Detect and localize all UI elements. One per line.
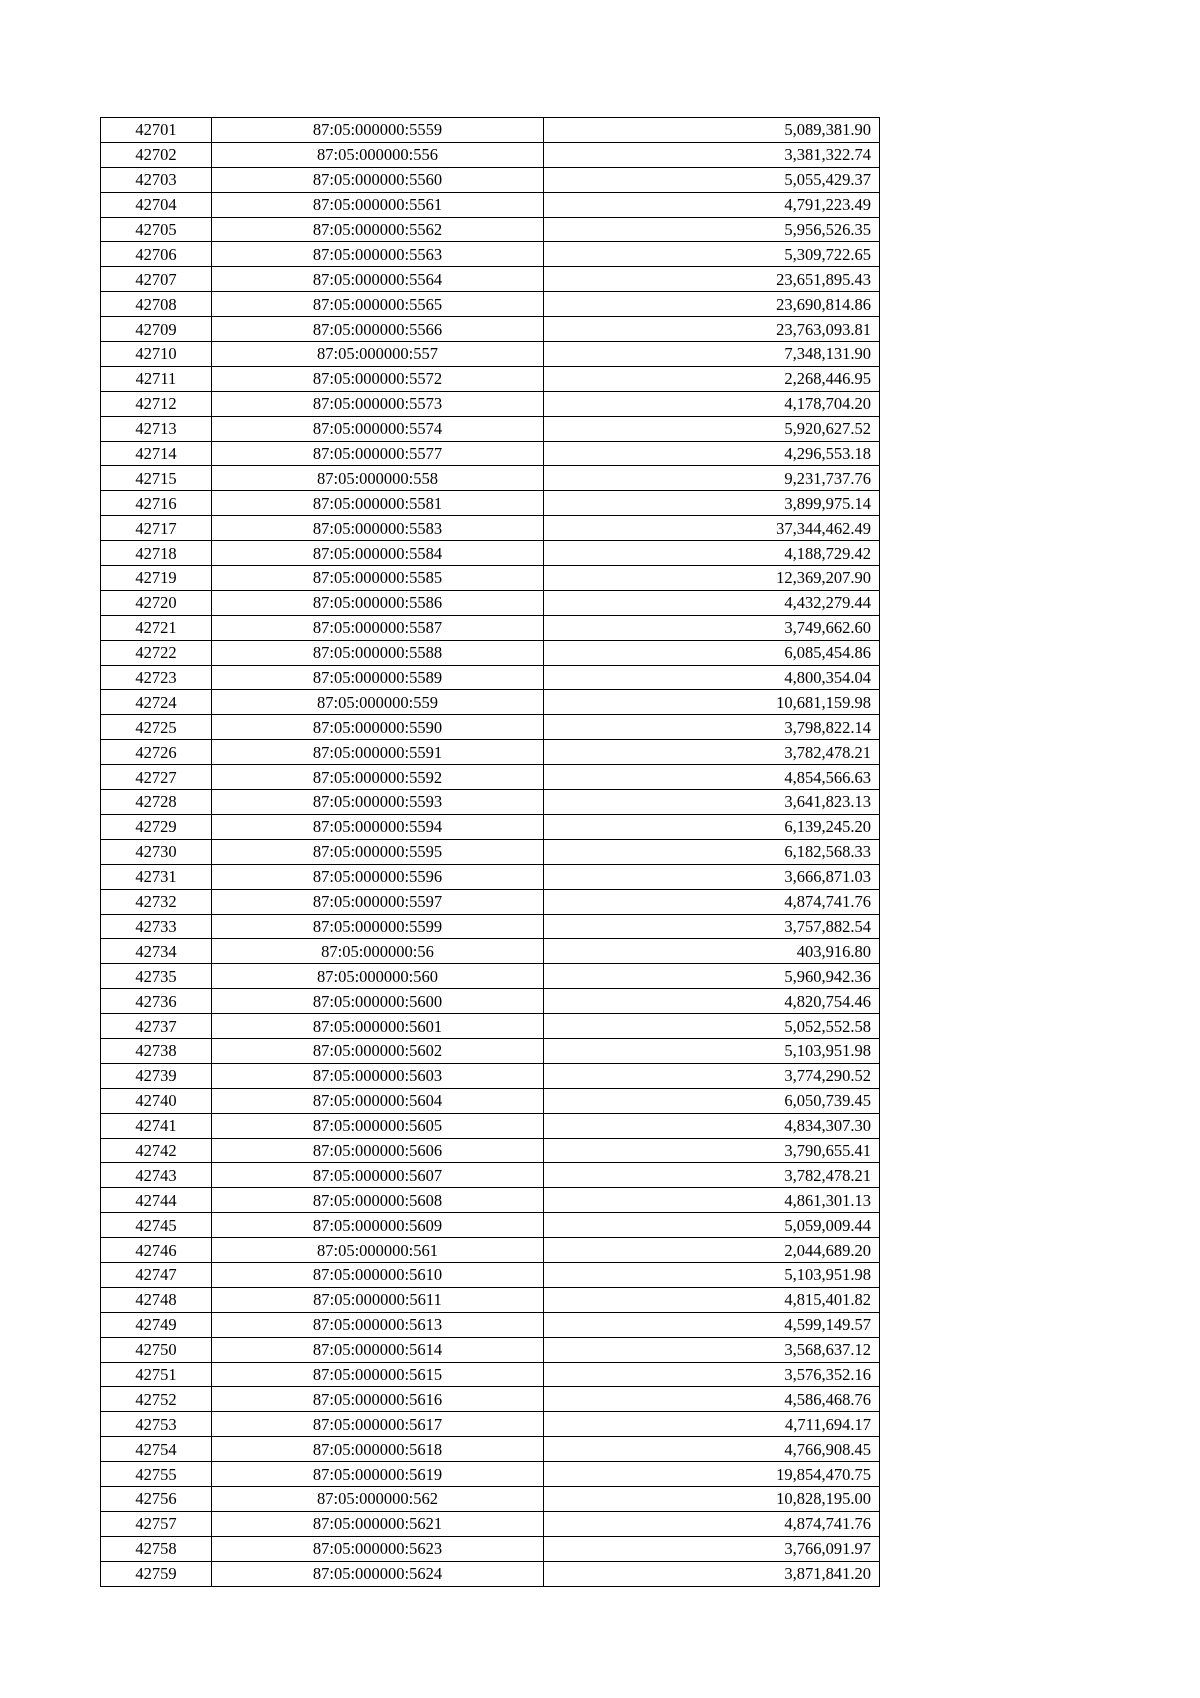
cadastral-number-cell: 87:05:000000:5581 <box>212 491 544 516</box>
table-row <box>101 491 880 516</box>
row-number-cell: 42726 <box>101 740 212 765</box>
row-number-cell: 42743 <box>101 1163 212 1188</box>
row-number-cell: 42733 <box>101 914 212 939</box>
value-cell: 37,344,462.49 <box>544 516 880 541</box>
value-cell: 5,103,951.98 <box>544 1262 880 1287</box>
value-cell: 3,782,478.21 <box>544 740 880 765</box>
value-cell: 3,757,882.54 <box>544 914 880 939</box>
table-row <box>101 740 880 765</box>
value-cell: 403,916.80 <box>544 939 880 964</box>
row-number-cell: 42701 <box>101 118 212 143</box>
cadastral-number-cell: 87:05:000000:556 <box>212 142 544 167</box>
value-cell: 4,586,468.76 <box>544 1387 880 1412</box>
cadastral-number-cell: 87:05:000000:5621 <box>212 1511 544 1536</box>
table-row <box>101 790 880 815</box>
row-number-cell: 42702 <box>101 142 212 167</box>
table-row <box>101 864 880 889</box>
table-row <box>101 939 880 964</box>
cadastral-number-cell: 87:05:000000:5593 <box>212 790 544 815</box>
value-cell: 10,828,195.00 <box>544 1486 880 1511</box>
row-number-cell: 42744 <box>101 1188 212 1213</box>
row-number-cell: 42706 <box>101 242 212 267</box>
cadastral-value-table <box>100 117 880 1587</box>
row-number-cell: 42735 <box>101 964 212 989</box>
table-body <box>101 118 880 1587</box>
table-row <box>101 516 880 541</box>
row-number-cell: 42748 <box>101 1287 212 1312</box>
cadastral-number-cell: 87:05:000000:5574 <box>212 416 544 441</box>
cadastral-number-cell: 87:05:000000:5599 <box>212 914 544 939</box>
cadastral-number-cell: 87:05:000000:5589 <box>212 665 544 690</box>
value-cell: 4,178,704.20 <box>544 391 880 416</box>
value-cell: 6,139,245.20 <box>544 814 880 839</box>
row-number-cell: 42749 <box>101 1312 212 1337</box>
table-row <box>101 242 880 267</box>
table-row <box>101 590 880 615</box>
row-number-cell: 42721 <box>101 615 212 640</box>
value-cell: 4,874,741.76 <box>544 889 880 914</box>
cadastral-number-cell: 87:05:000000:562 <box>212 1486 544 1511</box>
cadastral-number-cell: 87:05:000000:5601 <box>212 1014 544 1039</box>
cadastral-number-cell: 87:05:000000:5607 <box>212 1163 544 1188</box>
cadastral-number-cell: 87:05:000000:5594 <box>212 814 544 839</box>
row-number-cell: 42724 <box>101 690 212 715</box>
value-cell: 4,834,307.30 <box>544 1113 880 1138</box>
cadastral-number-cell: 87:05:000000:5566 <box>212 317 544 342</box>
row-number-cell: 42716 <box>101 491 212 516</box>
value-cell: 5,089,381.90 <box>544 118 880 143</box>
row-number-cell: 42757 <box>101 1511 212 1536</box>
row-number-cell: 42713 <box>101 416 212 441</box>
table-row <box>101 1063 880 1088</box>
cadastral-number-cell: 87:05:000000:5588 <box>212 640 544 665</box>
cadastral-number-cell: 87:05:000000:5590 <box>212 715 544 740</box>
cadastral-number-cell: 87:05:000000:5608 <box>212 1188 544 1213</box>
cadastral-number-cell: 87:05:000000:5583 <box>212 516 544 541</box>
cadastral-number-cell: 87:05:000000:5604 <box>212 1088 544 1113</box>
cadastral-number-cell: 87:05:000000:5591 <box>212 740 544 765</box>
value-cell: 3,568,637.12 <box>544 1337 880 1362</box>
table-row <box>101 366 880 391</box>
cadastral-number-cell: 87:05:000000:5564 <box>212 267 544 292</box>
row-number-cell: 42711 <box>101 366 212 391</box>
table-row <box>101 1138 880 1163</box>
cadastral-number-cell: 87:05:000000:5619 <box>212 1462 544 1487</box>
table-row <box>101 391 880 416</box>
table-row <box>101 466 880 491</box>
cadastral-number-cell: 87:05:000000:5560 <box>212 167 544 192</box>
table-row <box>101 715 880 740</box>
table-row <box>101 765 880 790</box>
value-cell: 3,749,662.60 <box>544 615 880 640</box>
table-row <box>101 267 880 292</box>
table-row <box>101 914 880 939</box>
table-row <box>101 142 880 167</box>
row-number-cell: 42729 <box>101 814 212 839</box>
value-cell: 23,651,895.43 <box>544 267 880 292</box>
table-row <box>101 416 880 441</box>
row-number-cell: 42714 <box>101 441 212 466</box>
row-number-cell: 42758 <box>101 1536 212 1561</box>
table-row <box>101 1238 880 1263</box>
row-number-cell: 42752 <box>101 1387 212 1412</box>
cadastral-number-cell: 87:05:000000:5610 <box>212 1262 544 1287</box>
value-cell: 6,182,568.33 <box>544 839 880 864</box>
cadastral-number-cell: 87:05:000000:5586 <box>212 590 544 615</box>
row-number-cell: 42710 <box>101 342 212 367</box>
value-cell: 3,899,975.14 <box>544 491 880 516</box>
row-number-cell: 42759 <box>101 1561 212 1586</box>
value-cell: 3,774,290.52 <box>544 1063 880 1088</box>
cadastral-number-cell: 87:05:000000:558 <box>212 466 544 491</box>
table-row <box>101 615 880 640</box>
cadastral-number-cell: 87:05:000000:5600 <box>212 989 544 1014</box>
table-row <box>101 1163 880 1188</box>
row-number-cell: 42731 <box>101 864 212 889</box>
value-cell: 4,874,741.76 <box>544 1511 880 1536</box>
cadastral-number-cell: 87:05:000000:56 <box>212 939 544 964</box>
value-cell: 5,055,429.37 <box>544 167 880 192</box>
value-cell: 4,432,279.44 <box>544 590 880 615</box>
row-number-cell: 42719 <box>101 566 212 591</box>
cadastral-number-cell: 87:05:000000:5596 <box>212 864 544 889</box>
table-row <box>101 1412 880 1437</box>
cadastral-number-cell: 87:05:000000:5592 <box>212 765 544 790</box>
row-number-cell: 42739 <box>101 1063 212 1088</box>
row-number-cell: 42732 <box>101 889 212 914</box>
value-cell: 4,861,301.13 <box>544 1188 880 1213</box>
value-cell: 4,815,401.82 <box>544 1287 880 1312</box>
value-cell: 3,782,478.21 <box>544 1163 880 1188</box>
cadastral-number-cell: 87:05:000000:5561 <box>212 192 544 217</box>
cadastral-number-cell: 87:05:000000:559 <box>212 690 544 715</box>
row-number-cell: 42723 <box>101 665 212 690</box>
value-cell: 5,960,942.36 <box>544 964 880 989</box>
cadastral-number-cell: 87:05:000000:5615 <box>212 1362 544 1387</box>
value-cell: 4,711,694.17 <box>544 1412 880 1437</box>
cadastral-number-cell: 87:05:000000:5559 <box>212 118 544 143</box>
value-cell: 4,599,149.57 <box>544 1312 880 1337</box>
table-row <box>101 1511 880 1536</box>
cadastral-number-cell: 87:05:000000:5562 <box>212 217 544 242</box>
value-cell: 5,956,526.35 <box>544 217 880 242</box>
table-row <box>101 292 880 317</box>
table-row <box>101 1213 880 1238</box>
row-number-cell: 42754 <box>101 1437 212 1462</box>
row-number-cell: 42709 <box>101 317 212 342</box>
cadastral-number-cell: 87:05:000000:5587 <box>212 615 544 640</box>
row-number-cell: 42742 <box>101 1138 212 1163</box>
row-number-cell: 42705 <box>101 217 212 242</box>
row-number-cell: 42746 <box>101 1238 212 1263</box>
table-row <box>101 541 880 566</box>
value-cell: 4,820,754.46 <box>544 989 880 1014</box>
value-cell: 3,798,822.14 <box>544 715 880 740</box>
table-row <box>101 1387 880 1412</box>
cadastral-number-cell: 87:05:000000:5585 <box>212 566 544 591</box>
value-cell: 12,369,207.90 <box>544 566 880 591</box>
row-number-cell: 42737 <box>101 1014 212 1039</box>
value-cell: 5,103,951.98 <box>544 1038 880 1063</box>
value-cell: 3,871,841.20 <box>544 1561 880 1586</box>
row-number-cell: 42740 <box>101 1088 212 1113</box>
row-number-cell: 42703 <box>101 167 212 192</box>
value-cell: 19,854,470.75 <box>544 1462 880 1487</box>
cadastral-number-cell: 87:05:000000:5602 <box>212 1038 544 1063</box>
cadastral-number-cell: 87:05:000000:5614 <box>212 1337 544 1362</box>
table-row <box>101 665 880 690</box>
table-row <box>101 690 880 715</box>
row-number-cell: 42707 <box>101 267 212 292</box>
row-number-cell: 42728 <box>101 790 212 815</box>
cadastral-number-cell: 87:05:000000:5623 <box>212 1536 544 1561</box>
value-cell: 3,766,091.97 <box>544 1536 880 1561</box>
value-cell: 5,920,627.52 <box>544 416 880 441</box>
cadastral-number-cell: 87:05:000000:5563 <box>212 242 544 267</box>
table-row <box>101 217 880 242</box>
table-row <box>101 839 880 864</box>
value-cell: 4,188,729.42 <box>544 541 880 566</box>
row-number-cell: 42704 <box>101 192 212 217</box>
row-number-cell: 42736 <box>101 989 212 1014</box>
table-row <box>101 118 880 143</box>
value-cell: 4,791,223.49 <box>544 192 880 217</box>
cadastral-number-cell: 87:05:000000:5572 <box>212 366 544 391</box>
cadastral-number-cell: 87:05:000000:5603 <box>212 1063 544 1088</box>
value-cell: 4,296,553.18 <box>544 441 880 466</box>
value-cell: 5,059,009.44 <box>544 1213 880 1238</box>
row-number-cell: 42712 <box>101 391 212 416</box>
value-cell: 6,050,739.45 <box>544 1088 880 1113</box>
table-row <box>101 167 880 192</box>
table-row <box>101 1014 880 1039</box>
value-cell: 3,576,352.16 <box>544 1362 880 1387</box>
table-row <box>101 566 880 591</box>
cadastral-number-cell: 87:05:000000:5595 <box>212 839 544 864</box>
value-cell: 3,381,322.74 <box>544 142 880 167</box>
table-row <box>101 1188 880 1213</box>
cadastral-number-cell: 87:05:000000:5613 <box>212 1312 544 1337</box>
value-cell: 4,800,354.04 <box>544 665 880 690</box>
cadastral-number-cell: 87:05:000000:5618 <box>212 1437 544 1462</box>
cadastral-number-cell: 87:05:000000:5611 <box>212 1287 544 1312</box>
value-cell: 4,766,908.45 <box>544 1437 880 1462</box>
value-cell: 23,690,814.86 <box>544 292 880 317</box>
row-number-cell: 42738 <box>101 1038 212 1063</box>
table-row <box>101 640 880 665</box>
cadastral-number-cell: 87:05:000000:5577 <box>212 441 544 466</box>
row-number-cell: 42722 <box>101 640 212 665</box>
cadastral-number-cell: 87:05:000000:5624 <box>212 1561 544 1586</box>
table-row <box>101 1462 880 1487</box>
table-row <box>101 1038 880 1063</box>
cadastral-number-cell: 87:05:000000:557 <box>212 342 544 367</box>
value-cell: 4,854,566.63 <box>544 765 880 790</box>
cadastral-number-cell: 87:05:000000:560 <box>212 964 544 989</box>
value-cell: 7,348,131.90 <box>544 342 880 367</box>
value-cell: 5,052,552.58 <box>544 1014 880 1039</box>
row-number-cell: 42750 <box>101 1337 212 1362</box>
row-number-cell: 42730 <box>101 839 212 864</box>
row-number-cell: 42753 <box>101 1412 212 1437</box>
row-number-cell: 42745 <box>101 1213 212 1238</box>
value-cell: 23,763,093.81 <box>544 317 880 342</box>
row-number-cell: 42715 <box>101 466 212 491</box>
row-number-cell: 42756 <box>101 1486 212 1511</box>
row-number-cell: 42708 <box>101 292 212 317</box>
cadastral-number-cell: 87:05:000000:5573 <box>212 391 544 416</box>
cadastral-number-cell: 87:05:000000:5565 <box>212 292 544 317</box>
row-number-cell: 42751 <box>101 1362 212 1387</box>
value-cell: 9,231,737.76 <box>544 466 880 491</box>
value-cell: 6,085,454.86 <box>544 640 880 665</box>
table-row <box>101 814 880 839</box>
table-row <box>101 1287 880 1312</box>
cadastral-number-cell: 87:05:000000:5584 <box>212 541 544 566</box>
cadastral-number-cell: 87:05:000000:5609 <box>212 1213 544 1238</box>
value-cell: 3,790,655.41 <box>544 1138 880 1163</box>
row-number-cell: 42755 <box>101 1462 212 1487</box>
table-row <box>101 1337 880 1362</box>
row-number-cell: 42734 <box>101 939 212 964</box>
cadastral-number-cell: 87:05:000000:5616 <box>212 1387 544 1412</box>
table-row <box>101 1312 880 1337</box>
row-number-cell: 42741 <box>101 1113 212 1138</box>
value-cell: 5,309,722.65 <box>544 242 880 267</box>
cadastral-number-cell: 87:05:000000:5597 <box>212 889 544 914</box>
table-row <box>101 1437 880 1462</box>
table-row <box>101 889 880 914</box>
row-number-cell: 42720 <box>101 590 212 615</box>
table-row <box>101 989 880 1014</box>
cadastral-number-cell: 87:05:000000:5617 <box>212 1412 544 1437</box>
value-cell: 10,681,159.98 <box>544 690 880 715</box>
table-row <box>101 342 880 367</box>
table-row <box>101 441 880 466</box>
value-cell: 3,666,871.03 <box>544 864 880 889</box>
table-row <box>101 1561 880 1586</box>
table-row <box>101 1088 880 1113</box>
row-number-cell: 42727 <box>101 765 212 790</box>
row-number-cell: 42725 <box>101 715 212 740</box>
table-row <box>101 1486 880 1511</box>
table-row <box>101 1262 880 1287</box>
value-cell: 3,641,823.13 <box>544 790 880 815</box>
cadastral-number-cell: 87:05:000000:5605 <box>212 1113 544 1138</box>
table-row <box>101 1113 880 1138</box>
row-number-cell: 42717 <box>101 516 212 541</box>
cadastral-number-cell: 87:05:000000:5606 <box>212 1138 544 1163</box>
row-number-cell: 42747 <box>101 1262 212 1287</box>
table-row <box>101 1362 880 1387</box>
table-row <box>101 1536 880 1561</box>
row-number-cell: 42718 <box>101 541 212 566</box>
value-cell: 2,044,689.20 <box>544 1238 880 1263</box>
table-row <box>101 192 880 217</box>
table-row <box>101 317 880 342</box>
value-cell: 2,268,446.95 <box>544 366 880 391</box>
cadastral-number-cell: 87:05:000000:561 <box>212 1238 544 1263</box>
table-row <box>101 964 880 989</box>
